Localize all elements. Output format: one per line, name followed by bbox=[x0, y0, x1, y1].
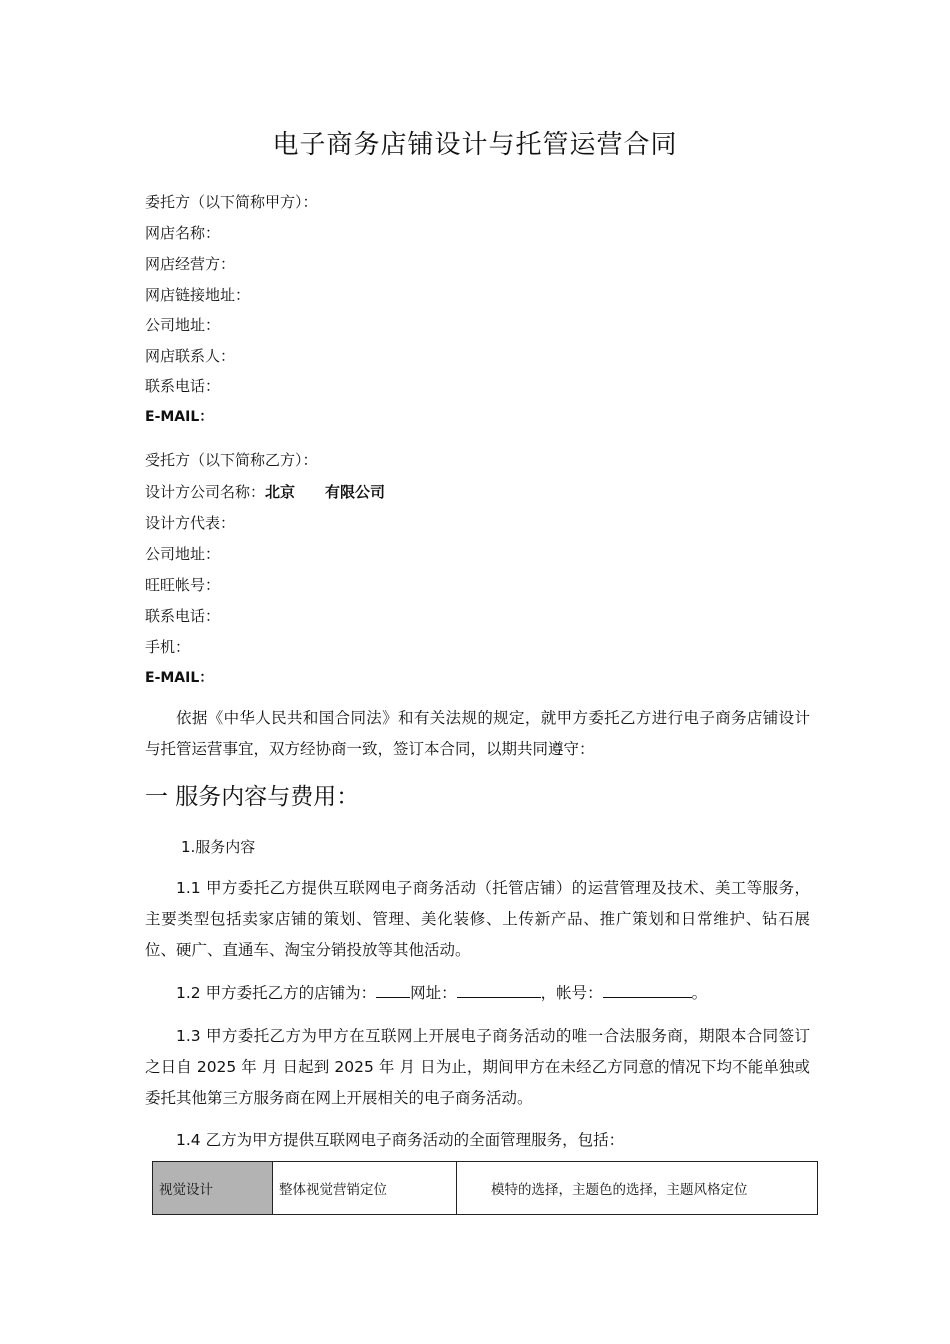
company-name-part2: 有限公司 bbox=[325, 483, 386, 501]
section-heading: 一 服务内容与费用： bbox=[145, 784, 360, 810]
blank-line bbox=[376, 982, 410, 998]
party-a-field: 联系电话： bbox=[145, 377, 221, 395]
table-cell-detail: 模特的选择，主题色的选择，主题风格定位 bbox=[457, 1162, 818, 1215]
clause-1-2-end: 。 bbox=[691, 984, 708, 1002]
clause-1-1: 1.1 甲方委托乙方提供互联网电子商务活动（托管店铺）的运营管理及技术、美工等服务，主要类型包括卖家店铺的策划、管理、美化装修、上传新产品、推广策划和日常维护、钻石展位、硬广、直通车、淘宝分销投放等其他活动。 bbox=[145, 879, 810, 959]
clause-1-2-shop: 1.2 甲方委托乙方的店铺为： bbox=[176, 984, 377, 1002]
subsection-heading: 1.服务内容 bbox=[181, 838, 256, 856]
party-b-company bbox=[145, 481, 385, 502]
clause-1-2-account: ，帐号： bbox=[540, 984, 603, 1002]
party-a-field: 网店经营方： bbox=[145, 255, 236, 273]
document-title: 电子商务店铺设计与托管运营合同 bbox=[272, 130, 678, 160]
party-b-field: 公司地址： bbox=[145, 545, 221, 563]
party-b-field: 设计方代表： bbox=[145, 514, 236, 532]
party-b-field: 手机： bbox=[145, 638, 191, 656]
table-cell-item: 整体视觉营销定位 bbox=[273, 1162, 457, 1215]
clause-1-3: 1.3 甲方委托乙方为甲方在互联网上开展电子商务活动的唯一合法服务商，期限本合同签订之日自 2025 年 月 日起到 2025 年 月 日为止，期间甲方在未经乙方同意的情况下均不能单独或委托其他第三方服务商在网上开展相关的电子商务活动。 bbox=[145, 1027, 810, 1107]
party-a-heading: 委托方（以下简称甲方）： bbox=[145, 193, 318, 211]
clause-1-4: 1.4 乙方为甲方提供互联网电子商务活动的全面管理服务，包括： bbox=[176, 1131, 625, 1149]
intro-paragraph: 依据《中华人民共和国合同法》和有关法规的规定，就甲方委托乙方进行电子商务店铺设计与托管运营事宜，双方经协商一致，签订本合同，以期共同遵守： bbox=[145, 709, 810, 758]
party-b-field: 联系电话： bbox=[145, 607, 221, 625]
table-cell-category: 视觉设计 bbox=[153, 1162, 273, 1215]
party-b-field: 旺旺帐号： bbox=[145, 576, 221, 594]
blank-line bbox=[457, 982, 541, 998]
party-a-field: 网店链接地址： bbox=[145, 286, 251, 304]
party-a-field: 公司地址： bbox=[145, 316, 221, 334]
clause-1-2 bbox=[145, 978, 810, 1009]
service-table bbox=[152, 1161, 818, 1215]
party-a-email: E-MAIL： bbox=[145, 409, 214, 425]
clause-1-2-url: 网址： bbox=[410, 984, 457, 1002]
table-row bbox=[153, 1162, 818, 1215]
company-name-part1: 北京 bbox=[265, 483, 296, 501]
party-b-email: E-MAIL： bbox=[145, 670, 214, 686]
party-a-field: 网店联系人： bbox=[145, 347, 236, 365]
blank-line bbox=[603, 982, 692, 998]
party-b-heading: 受托方（以下简称乙方）： bbox=[145, 451, 318, 469]
party-a-field: 网店名称： bbox=[145, 224, 221, 242]
company-label: 设计方公司名称： bbox=[145, 483, 266, 501]
